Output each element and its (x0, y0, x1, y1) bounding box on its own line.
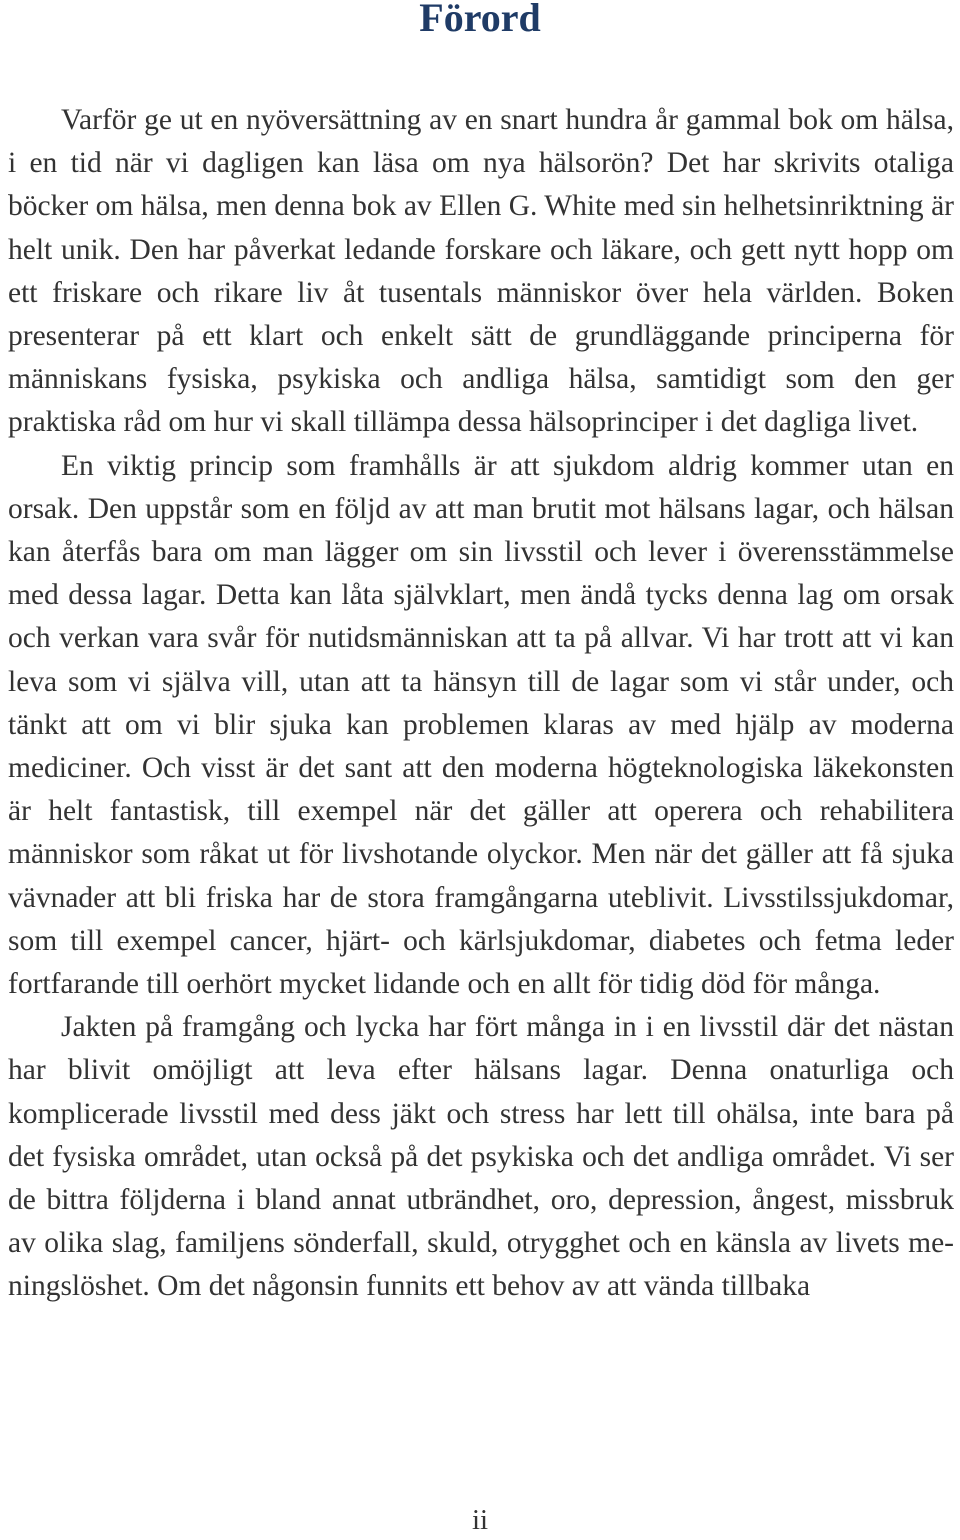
page-number: ii (471, 1504, 489, 1536)
body-text (8, 99, 954, 1309)
paragraph-3: Jakten på framgång och lycka har fört många in i en livsstil där det nästan har blivit omöjligt att leva efter hälsans lagar. Denna onaturliga och komplicerade livsstil med dess jäkt och stress har lett till ohälsa, inte bara på det fysiska området, utan också på det psykiska och det andliga området. Vi ser de bittra följderna i bland annat utbrändhet, oro, depression, ångest, missbruk av olika slag, familjens sönderfall, skuld, otrygghet och en känsla av livets meningslöshet. Om det någonsin funnits ett behov av att vända tillbaka (8, 1011, 954, 1303)
paragraph-1: Varför ge ut en nyöversättning av en snart hundra år gammal bok om hälsa, i en tid när vi dagligen kan läsa om nya hälsorön? Det har skrivits otaliga böcker om hälsa, men denna bok av Ellen G. White med sin helhetsinriktning är helt unik. Den har påverkat ledande forskare och läkare, och gett nytt hopp om ett friskare och rikare liv åt tusentals människor över hela världen. Boken presenterar på ett klart och enkelt sätt de grundläggande principerna för människans fysiska, psykiska och andliga hälsa, samtidigt som den ger praktiska råd om hur vi skall tillämpa dessa hälsoprinciper i det dagliga livet. (8, 104, 954, 439)
chapter-title: Förord (419, 0, 541, 40)
paragraph-2: En viktig princip som framhålls är att sjukdom aldrig kommer utan en orsak. Den uppstår som en följd av att man brutit mot hälsans lagar, och hälsan kan återfås bara om man lägger om sin livsstil och lever i överensstämmelse med dessa lagar. Detta kan låta självklart, men ändå tycks denna lag om orsak och verkan vara svår för nutidsmänniskan att ta på allvar. Vi har trott att vi kan leva som vi själva vill, utan att ta hänsyn till de lagar som vi står under, och tänkt att om vi blir sjuka kan problemen klaras av med hjälp av moderna mediciner. Och visst är det sant att den moderna högteknologiska läkekonsten är helt fantastisk, till exempel när det gäller att operera och rehabilitera människor som råkat ut för livshotande olyckor. Men när det gäller att få sjuka vävnader att bli friska har de stora framgångarna uteblivit. Livsstilssjukdomar, som till exempel cancer, hjärt- och kärlsjukdomar, diabetes och fetma leder fortfarande till oerhört mycket lidande och en allt för tidig död för många. (8, 449, 954, 1001)
